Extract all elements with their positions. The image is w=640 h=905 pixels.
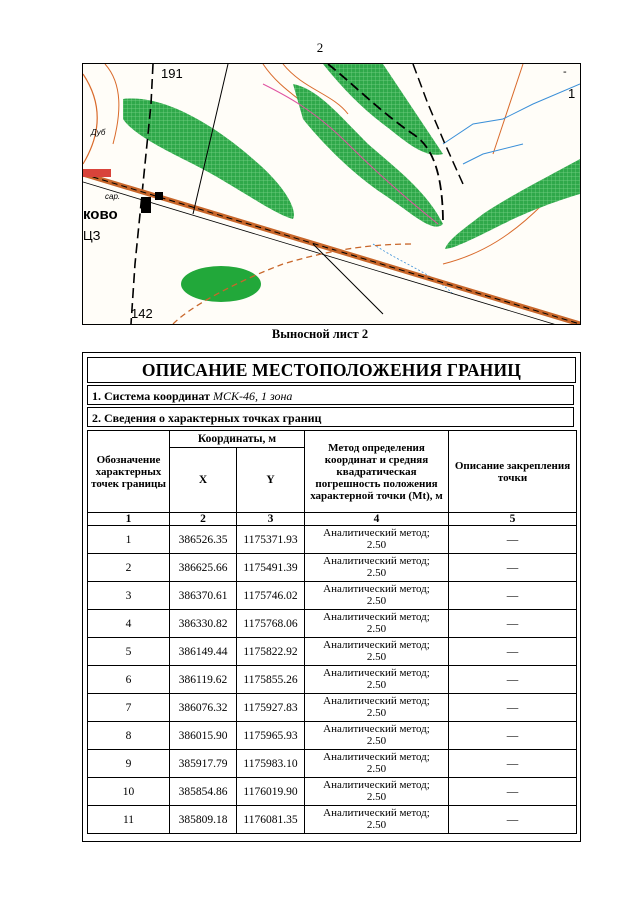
error-value: 2.50	[366, 762, 387, 775]
fixing-cell: —	[449, 526, 577, 554]
method-cell	[305, 750, 449, 778]
point-cell: 1	[88, 526, 170, 554]
point-cell: 3	[88, 582, 170, 610]
table-row	[88, 806, 577, 834]
method-text: Аналитический метод;	[323, 779, 430, 791]
y-cell: 1176019.90	[237, 778, 305, 806]
points-section-title: 2. Сведения о характерных точках границ	[87, 407, 574, 427]
error-value: 2.50	[366, 818, 387, 831]
x-cell: 386015.90	[170, 722, 237, 750]
header-coordinates: Координаты, м	[170, 431, 305, 448]
point-cell: 5	[88, 638, 170, 666]
method-text: Аналитический метод;	[323, 555, 430, 567]
map-drawing	[83, 64, 580, 324]
method-cell	[305, 666, 449, 694]
map-label-shed: сар.	[105, 192, 121, 201]
y-cell: 1175855.26	[237, 666, 305, 694]
header-y: Y	[237, 448, 305, 513]
x-cell: 385854.86	[170, 778, 237, 806]
method-text: Аналитический метод;	[323, 807, 430, 819]
coord-system-label: 1. Система координат	[92, 389, 210, 403]
map-label-village: ково	[83, 206, 118, 223]
contour-line	[83, 74, 97, 164]
table-row	[88, 666, 577, 694]
table-row	[88, 638, 577, 666]
y-cell: 1176081.35	[237, 806, 305, 834]
stream	[443, 84, 580, 144]
map-label-tree: Дуб	[91, 128, 106, 137]
fixing-cell: —	[449, 694, 577, 722]
point-cell: 6	[88, 666, 170, 694]
y-cell: 1175371.93	[237, 526, 305, 554]
column-numbers-row	[88, 513, 577, 526]
boundary-description	[82, 352, 581, 842]
column-number: 4	[305, 513, 449, 526]
error-value: 2.50	[366, 538, 387, 551]
column-number: 5	[449, 513, 577, 526]
header-x: X	[170, 448, 237, 513]
error-value: 2.50	[366, 678, 387, 691]
x-cell: 386330.82	[170, 610, 237, 638]
table-row	[88, 554, 577, 582]
method-text: Аналитический метод;	[323, 639, 430, 651]
map-caption: Выносной лист 2	[271, 327, 369, 341]
fixing-cell: —	[449, 750, 577, 778]
building	[141, 197, 151, 213]
method-cell	[305, 554, 449, 582]
method-text: Аналитический метод;	[323, 751, 430, 763]
x-cell: 386625.66	[170, 554, 237, 582]
x-cell: 386370.61	[170, 582, 237, 610]
point-cell: 2	[88, 554, 170, 582]
method-text: Аналитический метод;	[323, 695, 430, 707]
contour-line	[105, 64, 119, 144]
table-row	[88, 778, 577, 806]
table-row	[88, 582, 577, 610]
fixing-cell: —	[449, 554, 577, 582]
field-area	[181, 266, 261, 302]
x-cell: 386526.35	[170, 526, 237, 554]
method-cell	[305, 694, 449, 722]
method-text: Аналитический метод;	[323, 527, 430, 539]
error-value: 2.50	[366, 734, 387, 747]
map-label-elevation: 191	[161, 66, 183, 81]
fixing-cell: —	[449, 582, 577, 610]
y-cell: 1175983.10	[237, 750, 305, 778]
map-label-number: 1	[568, 86, 576, 101]
section-title: ОПИСАНИЕ МЕСТОПОЛОЖЕНИЯ ГРАНИЦ	[87, 357, 576, 383]
method-text: Аналитический метод;	[323, 667, 430, 679]
table-row	[88, 526, 577, 554]
fixing-cell: —	[449, 638, 577, 666]
method-cell	[305, 806, 449, 834]
fixing-cell: —	[449, 610, 577, 638]
header-designation: Обозначение характерных точек границы	[88, 431, 170, 513]
building	[83, 169, 111, 177]
points-table	[87, 430, 577, 834]
header-fixing: Описание закрепления точки	[449, 431, 577, 513]
method-text: Аналитический метод;	[323, 723, 430, 735]
map-label-cz: ЦЗ	[83, 228, 101, 243]
fixing-cell: —	[449, 666, 577, 694]
x-cell: 386149.44	[170, 638, 237, 666]
method-cell	[305, 610, 449, 638]
x-cell: 385917.79	[170, 750, 237, 778]
point-cell: 7	[88, 694, 170, 722]
contour-line	[493, 64, 523, 154]
point-cell: 4	[88, 610, 170, 638]
y-cell: 1175768.06	[237, 610, 305, 638]
method-cell	[305, 582, 449, 610]
x-cell: 386119.62	[170, 666, 237, 694]
table-row	[88, 750, 577, 778]
map-label-elevation: 142	[131, 306, 153, 321]
error-value: 2.50	[366, 650, 387, 663]
column-number: 2	[170, 513, 237, 526]
point-cell: 9	[88, 750, 170, 778]
point-cell: 8	[88, 722, 170, 750]
building	[155, 192, 163, 200]
column-number: 1	[88, 513, 170, 526]
forest-area	[445, 159, 580, 249]
fixing-cell: —	[449, 778, 577, 806]
column-number: 3	[237, 513, 305, 526]
fixing-cell: —	[449, 722, 577, 750]
map-excerpt	[82, 63, 581, 325]
header-method: Метод определения координат и средняя квадратическая погрешность положения характерной точки (Mt), м	[305, 431, 449, 513]
method-text: Аналитический метод;	[323, 611, 430, 623]
method-cell	[305, 778, 449, 806]
method-text: Аналитический метод;	[323, 583, 430, 595]
point-cell: 11	[88, 806, 170, 834]
coord-system-value: МСК-46, 1 зона	[212, 389, 293, 403]
error-value: 2.50	[366, 566, 387, 579]
table-row	[88, 610, 577, 638]
fixing-cell: —	[449, 806, 577, 834]
page-number: 2	[316, 40, 324, 55]
method-cell	[305, 526, 449, 554]
method-cell	[305, 722, 449, 750]
map-label-dash: -	[563, 66, 567, 78]
error-value: 2.50	[366, 594, 387, 607]
x-cell: 386076.32	[170, 694, 237, 722]
y-cell: 1175927.83	[237, 694, 305, 722]
y-cell: 1175965.93	[237, 722, 305, 750]
coord-system-row	[87, 385, 574, 405]
stream	[373, 244, 453, 294]
table-row	[88, 722, 577, 750]
error-value: 2.50	[366, 706, 387, 719]
y-cell: 1175746.02	[237, 582, 305, 610]
x-cell: 385809.18	[170, 806, 237, 834]
error-value: 2.50	[366, 622, 387, 635]
y-cell: 1175822.92	[237, 638, 305, 666]
y-cell: 1175491.39	[237, 554, 305, 582]
point-cell: 10	[88, 778, 170, 806]
method-cell	[305, 638, 449, 666]
table-row	[88, 694, 577, 722]
error-value: 2.50	[366, 790, 387, 803]
